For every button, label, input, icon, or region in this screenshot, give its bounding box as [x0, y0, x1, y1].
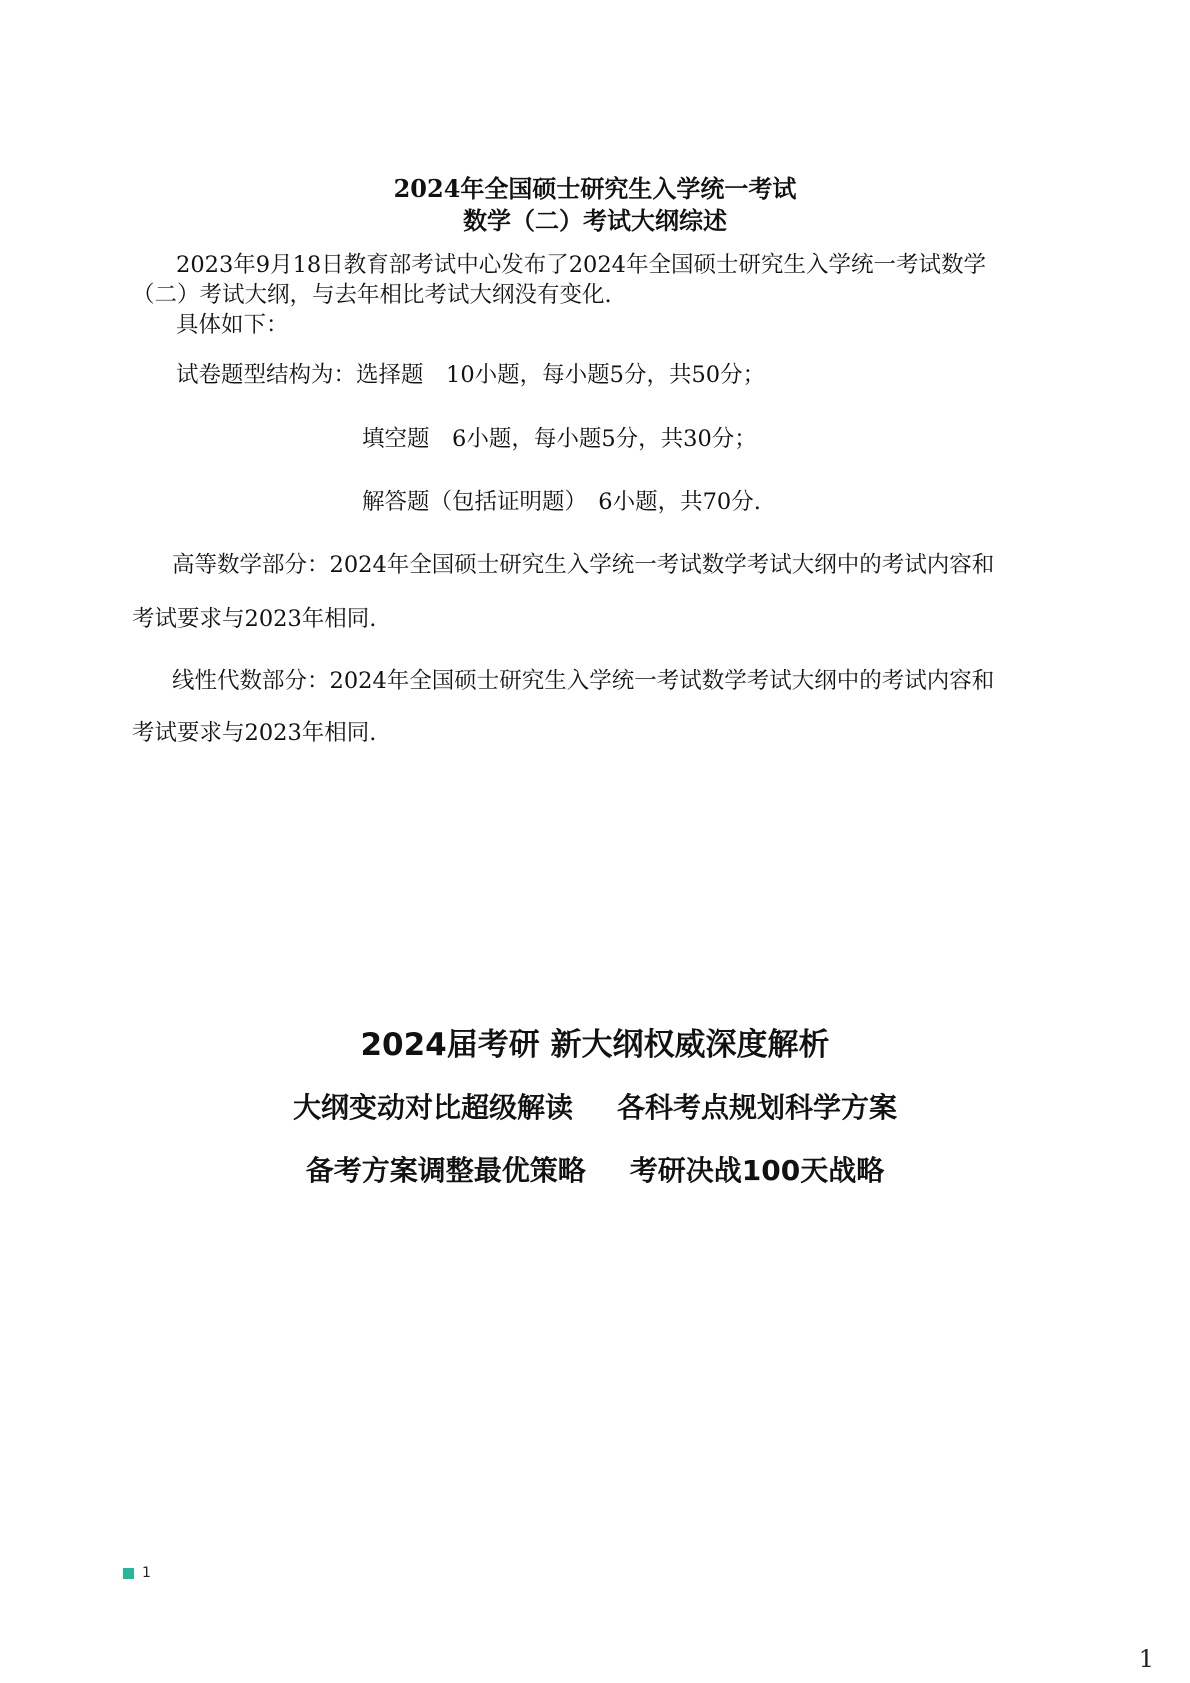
promo-item-subject-planning: 各科考点规划科学方案 [617, 1091, 898, 1124]
promo-heading: 2024届考研 新大纲权威深度解析 [360, 1027, 830, 1063]
advanced-math-line2: 考试要求与2023年相同. [132, 606, 377, 632]
intro-paragraph-line1: 2023年9月18日教育部考试中心发布了2024年全国硕士研究生入学统一考试数学 [176, 252, 986, 278]
linear-algebra-line1: 线性代数部分：2024年全国硕士研究生入学统一考试数学考试大纲中的考试内容和 [172, 668, 995, 694]
intro-paragraph-line2: （二）考试大纲，与去年相比考试大纲没有变化. [132, 282, 612, 308]
promo-row2 [0, 1152, 1190, 1190]
exam-structure-line1: 试卷题型结构为：选择题 10小题，每小题5分，共50分； [176, 362, 766, 388]
promo-item-outline-comparison: 大纲变动对比超级解读 [292, 1091, 573, 1124]
footer-marker-number: 1 [142, 1565, 151, 1581]
page-number: 1 [1138, 1645, 1154, 1673]
intro-paragraph-line3: 具体如下： [176, 312, 289, 338]
document-title-line2: 数学（二）考试大纲综述 [463, 206, 727, 235]
document-title-line1: 2024年全国硕士研究生入学统一考试 [393, 174, 797, 203]
footer-marker [123, 1565, 151, 1581]
advanced-math-line1: 高等数学部分：2024年全国硕士研究生入学统一考试数学考试大纲中的考试内容和 [172, 552, 995, 578]
promo-item-100-day-plan: 考研决战100天战略 [629, 1154, 885, 1187]
linear-algebra-line2: 考试要求与2023年相同. [132, 720, 377, 746]
green-square-icon [123, 1568, 134, 1579]
exam-structure-line3: 解答题（包括证明题） 6小题，共70分. [362, 489, 761, 515]
promo-row1 [0, 1089, 1190, 1127]
exam-structure-line2: 填空题 6小题，每小题5分，共30分； [362, 426, 757, 452]
promo-item-prep-strategy: 备考方案调整最优策略 [305, 1154, 586, 1187]
